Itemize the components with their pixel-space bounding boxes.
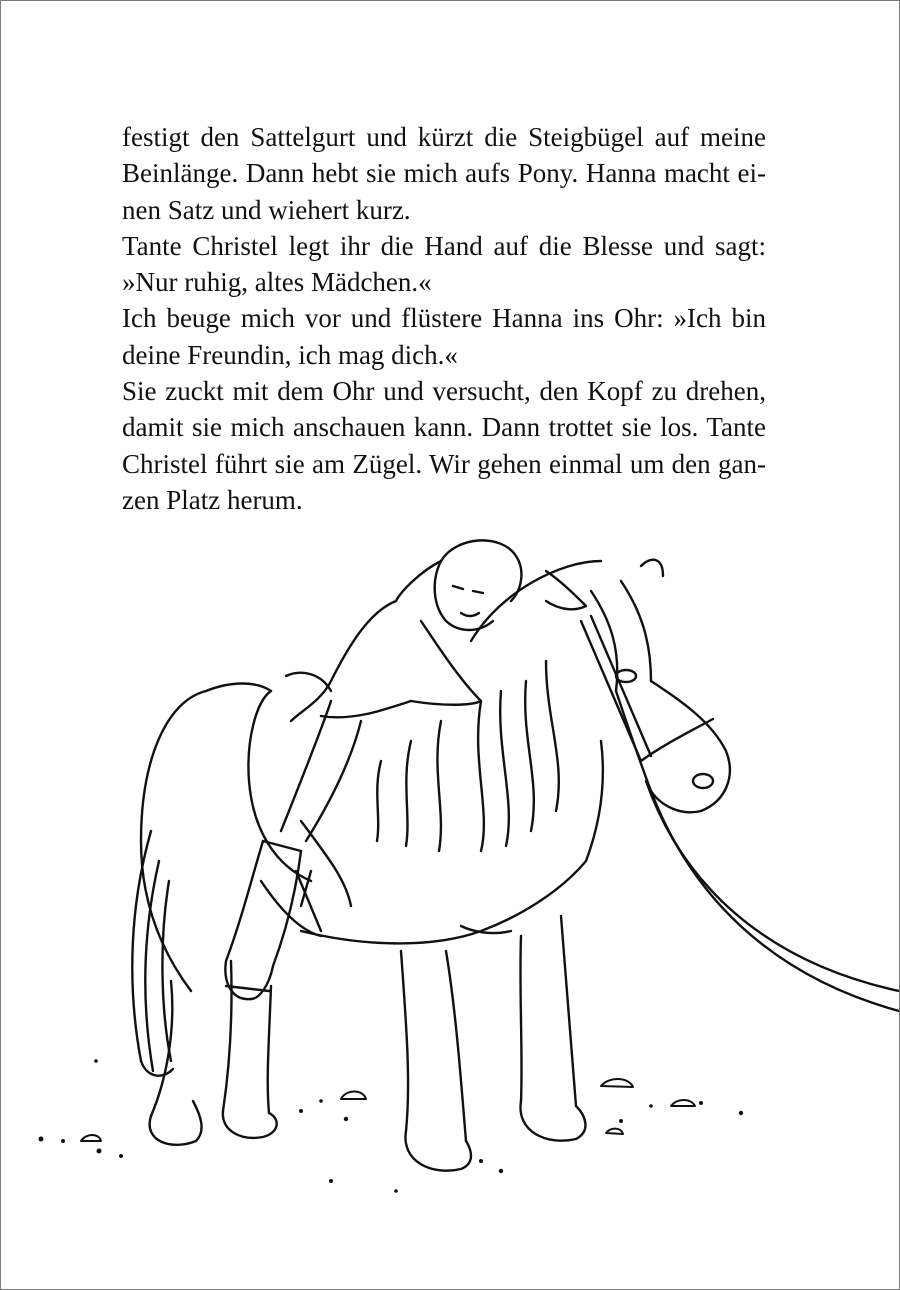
text-line: Sie zuckt mit dem Ohr und versucht, den Kopf zu drehen, xyxy=(122,376,766,407)
text-line: Ich beuge mich vor und flüstere Hanna ins Ohr: »Ich bin xyxy=(122,303,766,334)
pony-illustration xyxy=(1,521,899,1221)
pony-mane xyxy=(377,561,651,851)
text-line: zen Platz herum. xyxy=(122,484,303,515)
paragraph xyxy=(122,228,766,301)
text-line: festigt den Sattelgurt und kürzt die Steigbügel auf meine xyxy=(122,122,766,152)
pony-body xyxy=(141,684,603,992)
text-line: Christel führt sie am Zügel. Wir gehen einmal um den gan- xyxy=(122,448,766,479)
pony-legs xyxy=(150,916,586,1171)
body-text xyxy=(122,119,766,518)
lead-rope xyxy=(646,781,899,1011)
text-line: deine Freundin, ich mag dich.« xyxy=(122,339,458,370)
ground-pebbles xyxy=(39,1059,744,1193)
text-line: damit sie mich anschauen kann. Dann trottet sie los. Tante xyxy=(122,412,766,443)
text-line: »Nur ruhig, altes Mädchen.« xyxy=(122,267,432,298)
paragraph xyxy=(122,373,766,518)
text-line: Beinlänge. Dann hebt sie mich aufs Pony. Hanna macht ei- xyxy=(122,158,766,189)
saddle xyxy=(248,673,351,931)
paragraph xyxy=(122,300,766,373)
paragraph xyxy=(122,119,766,228)
pony-head xyxy=(546,560,730,813)
text-line: nen Satz und wiehert kurz. xyxy=(122,194,411,225)
ground-stones xyxy=(81,1079,695,1141)
text-line: Tante Christel legt ihr die Hand auf die Blesse und sagt: xyxy=(122,230,766,261)
